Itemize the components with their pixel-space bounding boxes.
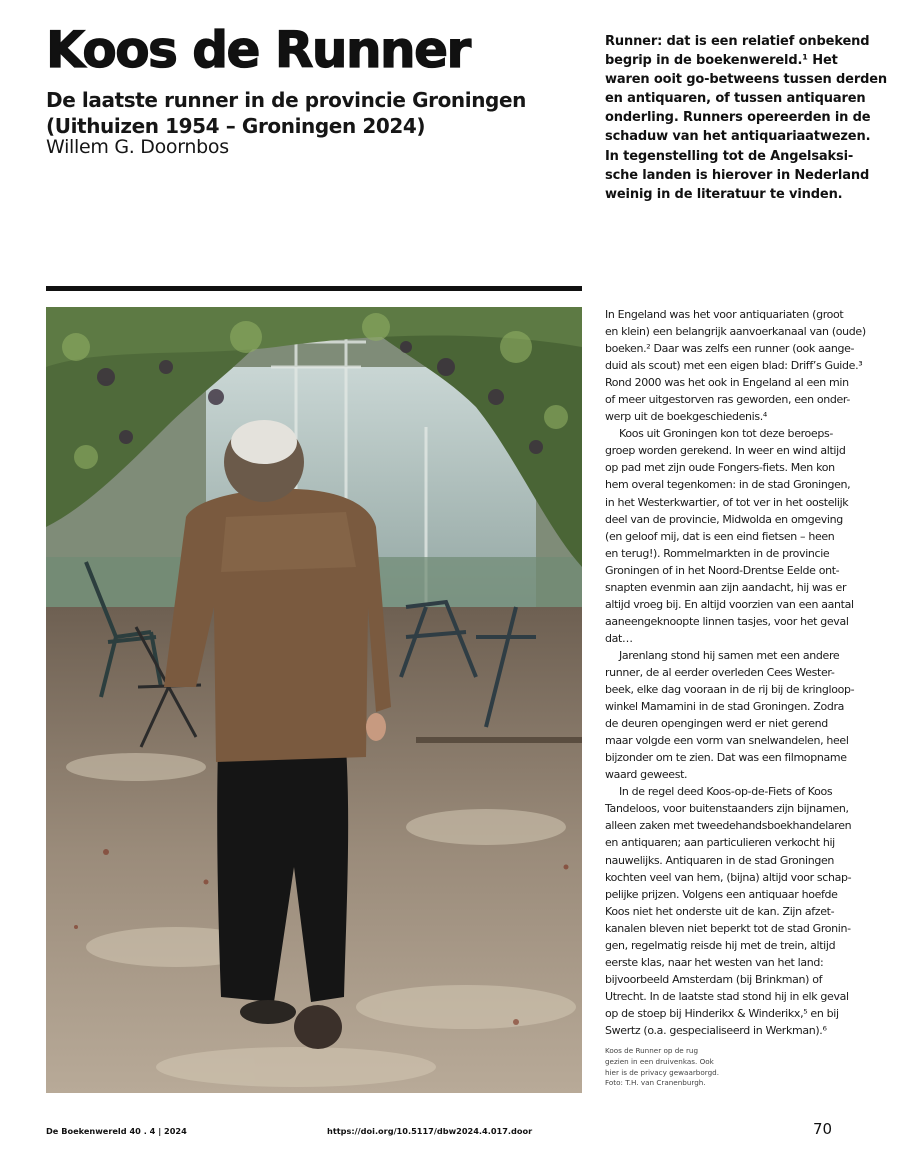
article-body	[605, 306, 895, 1039]
lede-line: sche landen is hierover in Nederland	[605, 167, 870, 183]
body-line: hem overal tegenkomen: in de stad Groningen,	[605, 478, 851, 492]
divider-rule	[46, 286, 582, 291]
body-line: of meer uitgestorven ras geworden, een onder-	[605, 393, 851, 407]
body-line: kochten veel van hem, (bijna) altijd voor schap-	[605, 870, 852, 884]
body-line: de deuren opengingen werd er niet gerend	[605, 717, 828, 731]
author-name: Willem G. Doornbos	[46, 136, 229, 158]
lede-line: weinig in de literatuur te vinden.	[605, 186, 843, 202]
page-number: 70	[813, 1120, 833, 1138]
body-line: Utrecht. In de laatste stad stond hij in elk geval	[605, 989, 849, 1003]
lede-line: In tegenstelling tot de Angelsaksi-	[605, 148, 854, 164]
body-line: en antiquaren; aan particulieren verkocht hij	[605, 836, 835, 850]
body-line: aaneengeknoopte linnen tasjes, voor het geval	[605, 614, 849, 628]
photo-illustration	[46, 307, 582, 1093]
body-line: Rond 2000 was het ook in Engeland al een min	[605, 376, 849, 390]
body-line: in het Westerkwartier, of tot ver in het oostelijk	[605, 495, 849, 509]
body-line: en klein) een belangrijk aanvoerkanaal van (oude)	[605, 325, 866, 339]
body-line: nauwelijks. Antiquaren in de stad Groningen	[605, 853, 835, 867]
lede-line: begrip in de boekenwereld.¹ Het	[605, 53, 838, 69]
body-line: Koos niet het onderste uit de kan. Zijn afzet-	[605, 904, 835, 918]
body-line: kanalen bleven niet beperkt tot de stad Gronin-	[605, 921, 851, 935]
body-line: runner, de al eerder overleden Cees Wester-	[605, 665, 835, 679]
lede-paragraph	[605, 32, 888, 204]
lede-line: schaduw van het antiquariaatwezen.	[605, 129, 871, 145]
footer-journal: De Boekenwereld 40 . 4 | 2024	[46, 1126, 187, 1136]
caption-line: Foto: T.H. van Cranenburgh.	[605, 1078, 706, 1088]
body-line: Groningen of in het Noord-Drentse Eelde ont-	[605, 563, 840, 577]
subtitle-line: (Uithuizen 1954 – Groningen 2024)	[46, 114, 426, 138]
body-line: Swertz (o.a. gespecialiseerd in Werkman).⁶	[605, 1023, 827, 1037]
body-line: pelijke prijzen. Volgens een antiquaar hoefde	[605, 887, 838, 901]
body-line: groep worden gerekend. In weer en wind altijd	[605, 444, 846, 458]
body-line: gen, regelmatig reisde hij met de trein, altijd	[605, 938, 836, 952]
body-line: bijzonder om te zien. Dat was een filmopname	[605, 751, 847, 765]
body-line: In Engeland was het voor antiquariaten (groot	[605, 308, 844, 321]
lede-line: waren ooit go-betweens tussen derden	[605, 72, 888, 88]
body-line: waard geweest.	[605, 768, 688, 782]
body-line: beek, elke dag vooraan in de rij bij de kringloop-	[605, 683, 855, 697]
body-line: dat…	[605, 631, 633, 645]
lede-line: en antiquaren, of tussen antiquaren	[605, 91, 866, 107]
wooden-plank	[416, 737, 582, 743]
body-line: winkel Mamamini in de stad Groningen. Zodra	[605, 700, 845, 714]
body-line: altijd vroeg bij. En altijd voorzien van een aantal	[605, 597, 854, 611]
body-line: op pad met zijn oude Fongers-fiets. Men kon	[605, 461, 835, 475]
body-line: eerste klas, naar het westen van het land:	[605, 955, 824, 969]
body-line: Koos uit Groningen kon tot deze beroeps-	[619, 427, 833, 441]
lede-line: Runner: dat is een relatief onbekend	[605, 34, 870, 49]
caption-line: Koos de Runner op de rug	[605, 1046, 699, 1055]
footer-doi-link[interactable]: https://doi.org/10.5117/dbw2024.4.017.door	[327, 1126, 533, 1136]
article-title: Koos de Runner	[46, 21, 470, 79]
caption-line: gezien in een druivenkas. Ook	[605, 1056, 714, 1066]
article-subtitle	[46, 87, 586, 139]
body-line: (en geloof mij, dat is een eind fietsen – heen	[605, 529, 835, 543]
photo-caption	[605, 1046, 735, 1089]
body-line: snapten evenmin aan zijn aandacht, hij was er	[605, 580, 847, 594]
body-line: alleen zaken met tweedehandsboekhandelaren	[605, 819, 852, 833]
body-line: maar volgde een vorm van snelwandelen, heel	[605, 734, 849, 748]
body-line: boeken.² Daar was zelfs een runner (ook aange-	[605, 342, 855, 356]
body-line: en terug!). Rommelmarkten in de provincie	[605, 546, 830, 560]
subtitle-line: De laatste runner in de provincie Groningen	[46, 88, 526, 112]
caption-line: hier is de privacy gewaarborgd.	[605, 1067, 719, 1077]
body-line: Tandeloos, voor buitenstaanders zijn bijnamen,	[605, 802, 849, 816]
body-line: duid als scout) met een eigen blad: Driff’s Guide.³	[605, 359, 863, 373]
lede-line: onderling. Runners opereerden in de	[605, 110, 871, 126]
body-line: In de regel deed Koos-op-de-Fiets of Koos	[619, 785, 833, 799]
body-line: op de stoep bij Hinderikx & Winderikx,⁵ en bij	[605, 1006, 839, 1020]
body-line: bijvoorbeeld Amsterdam (bij Brinkman) of	[605, 972, 823, 986]
body-line: Jarenlang stond hij samen met een andere	[619, 648, 840, 662]
body-line: deel van de provincie, Midwolda en omgeving	[605, 512, 843, 526]
body-line: werp uit de boekgeschiedenis.⁴	[605, 410, 767, 424]
article-photo	[46, 307, 582, 1093]
